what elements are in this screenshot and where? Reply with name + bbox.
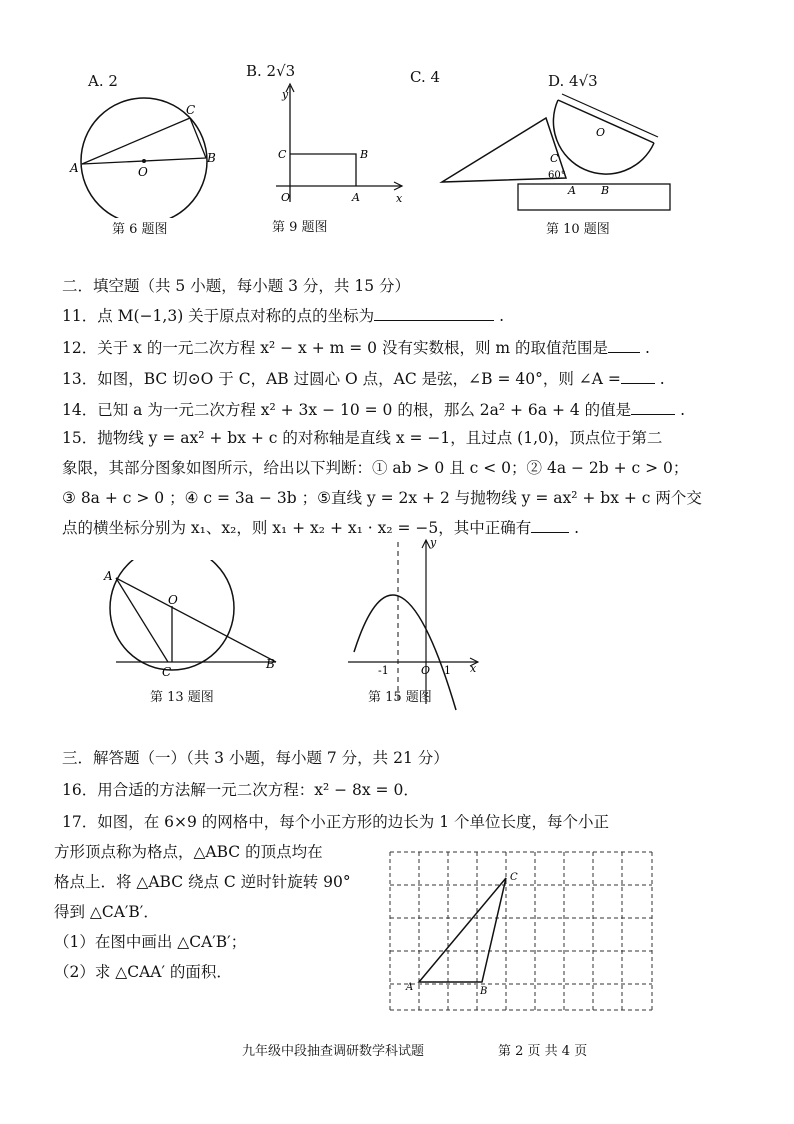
fig15-label-y: y	[430, 536, 437, 549]
question-11: 11．点 M(−1,3) 关于原点对称的点的坐标为 .	[62, 307, 505, 325]
q15-line-1: 15．抛物线 y = ax² + bx + c 的对称轴是直线 x = −1，且过点 (1,0)，顶点位于第二	[62, 429, 663, 447]
answer-blank-14[interactable]	[631, 400, 675, 415]
q17-line-2: 方形顶点称为格点，△ABC 的顶点均在	[54, 843, 323, 861]
fig15-label-neg1: -1	[378, 664, 389, 677]
fig10-label-angle: 60°	[548, 170, 566, 181]
q17-line-4: 得到 △CA′B′．	[54, 903, 159, 921]
q15-line-3: ③ 8a + c > 0 ；④ c = 3a − 3b ；⑤直线 y = 2x + 2 与抛物线 y = ax² + bx + c 两个交	[62, 489, 702, 507]
fig13-label-c: C	[162, 665, 172, 679]
q17-line-3: 格点上．将 △ABC 绕点 C 逆时针旋转 90°	[54, 873, 351, 891]
fig17-label-c: C	[510, 872, 518, 883]
figure-17-grid	[386, 848, 662, 1020]
fig13-label-o: O	[168, 593, 178, 607]
caption-fig9: 第 9 题图	[272, 220, 328, 235]
caption-fig13: 第 13 题图	[150, 690, 214, 705]
footer-title: 九年级中段抽查调研数学科试题	[242, 1044, 425, 1059]
fig6-label-b: B	[207, 151, 216, 165]
fig10-label-c: C	[550, 152, 559, 165]
fig6-label-a: A	[70, 161, 79, 175]
option-c: C. 4	[410, 68, 441, 86]
fig13-label-a: A	[104, 569, 113, 583]
fig10-label-a: A	[568, 184, 576, 197]
answer-blank-11[interactable]	[374, 306, 494, 321]
section3-heading: 三．解答题（一）（共 3 小题，每小题 7 分，共 21 分）	[62, 749, 449, 767]
q15-line-2: 象限，其部分图象如图所示，给出以下判断：① ab > 0 且 c < 0；② 4a − 2b + c > 0；	[62, 459, 689, 477]
fig15-label-x: x	[470, 662, 477, 675]
fig15-label-1: 1	[444, 664, 451, 677]
fig17-label-b: B	[480, 986, 488, 997]
fig6-label-o: O	[138, 165, 148, 179]
fig6-label-c: C	[186, 103, 196, 117]
question-16: 16．用合适的方法解一元二次方程：x² − 8x = 0．	[62, 781, 419, 799]
q17-part-2: （2）求 △CAA′ 的面积．	[54, 963, 232, 981]
q11-text: 11．点 M(−1,3) 关于原点对称的点的坐标为	[62, 307, 375, 325]
answer-blank-15[interactable]	[531, 518, 569, 533]
fig10-label-o: O	[596, 126, 606, 139]
fig13-label-b: B	[266, 657, 275, 671]
figure-9	[272, 80, 412, 210]
figure-6	[66, 88, 236, 218]
q12-text: 12．关于 x 的一元二次方程 x² − x + m = 0 没有实数根，则 m 的取值范围是	[62, 339, 609, 357]
question-14: 14．已知 a 为一元二次方程 x² + 3x − 10 = 0 的根，那么 2a² + 6a + 4 的值是 .	[62, 401, 686, 419]
figure-10	[436, 88, 676, 216]
figure-13	[96, 560, 296, 680]
caption-fig10: 第 10 题图	[546, 222, 610, 237]
section2-heading: 二．填空题（共 5 小题，每小题 3 分，共 15 分）	[62, 277, 411, 295]
footer-page-number: 第 2 页 共 4 页	[498, 1044, 588, 1059]
q13-text: 13．如图，BC 切⊙O 于 C，AB 过圆心 O 点，AC 是弦，∠B = 40°，则 ∠A =	[62, 370, 621, 388]
fig9-label-a: A	[352, 191, 360, 204]
q15-line-4: 点的横坐标分别为 x₁、x₂，则 x₁ + x₂ + x₁ · x₂ = −5，其中正确有	[62, 519, 532, 537]
fig9-label-x: x	[396, 192, 403, 205]
question-15-end: 点的横坐标分别为 x₁、x₂，则 x₁ + x₂ + x₁ · x₂ = −5，其中正确有 .	[62, 519, 580, 537]
question-13: 13．如图，BC 切⊙O 于 C，AB 过圆心 O 点，AC 是弦，∠B = 40°，则 ∠A = .	[62, 370, 665, 388]
answer-blank-13[interactable]	[621, 369, 655, 384]
fig9-label-c: C	[278, 148, 287, 161]
fig10-label-b: B	[601, 184, 610, 197]
fig9-label-b: B	[360, 148, 369, 161]
question-12: 12．关于 x 的一元二次方程 x² − x + m = 0 没有实数根，则 m 的取值范围是 .	[62, 339, 650, 357]
q17-line-1: 17．如图，在 6×9 的网格中，每个小正方形的边长为 1 个单位长度，每个小正	[62, 813, 610, 831]
q17-part-1: （1）在图中画出 △CA′B′；	[54, 933, 247, 951]
answer-blank-12[interactable]	[608, 338, 640, 353]
fig15-label-o: O	[421, 664, 431, 677]
caption-fig6: 第 6 题图	[112, 222, 168, 237]
option-d: D. 4√3	[548, 72, 598, 90]
caption-fig15: 第 15 题图	[368, 690, 432, 705]
option-a: A. 2	[88, 72, 118, 90]
fig17-label-a: A	[406, 982, 414, 993]
fig9-label-o: O	[281, 191, 291, 204]
option-b: B. 2√3	[246, 62, 296, 80]
fig9-label-y: y	[282, 88, 289, 101]
q14-text: 14．已知 a 为一元二次方程 x² + 3x − 10 = 0 的根，那么 2a² + 6a + 4 的值是	[62, 401, 632, 419]
